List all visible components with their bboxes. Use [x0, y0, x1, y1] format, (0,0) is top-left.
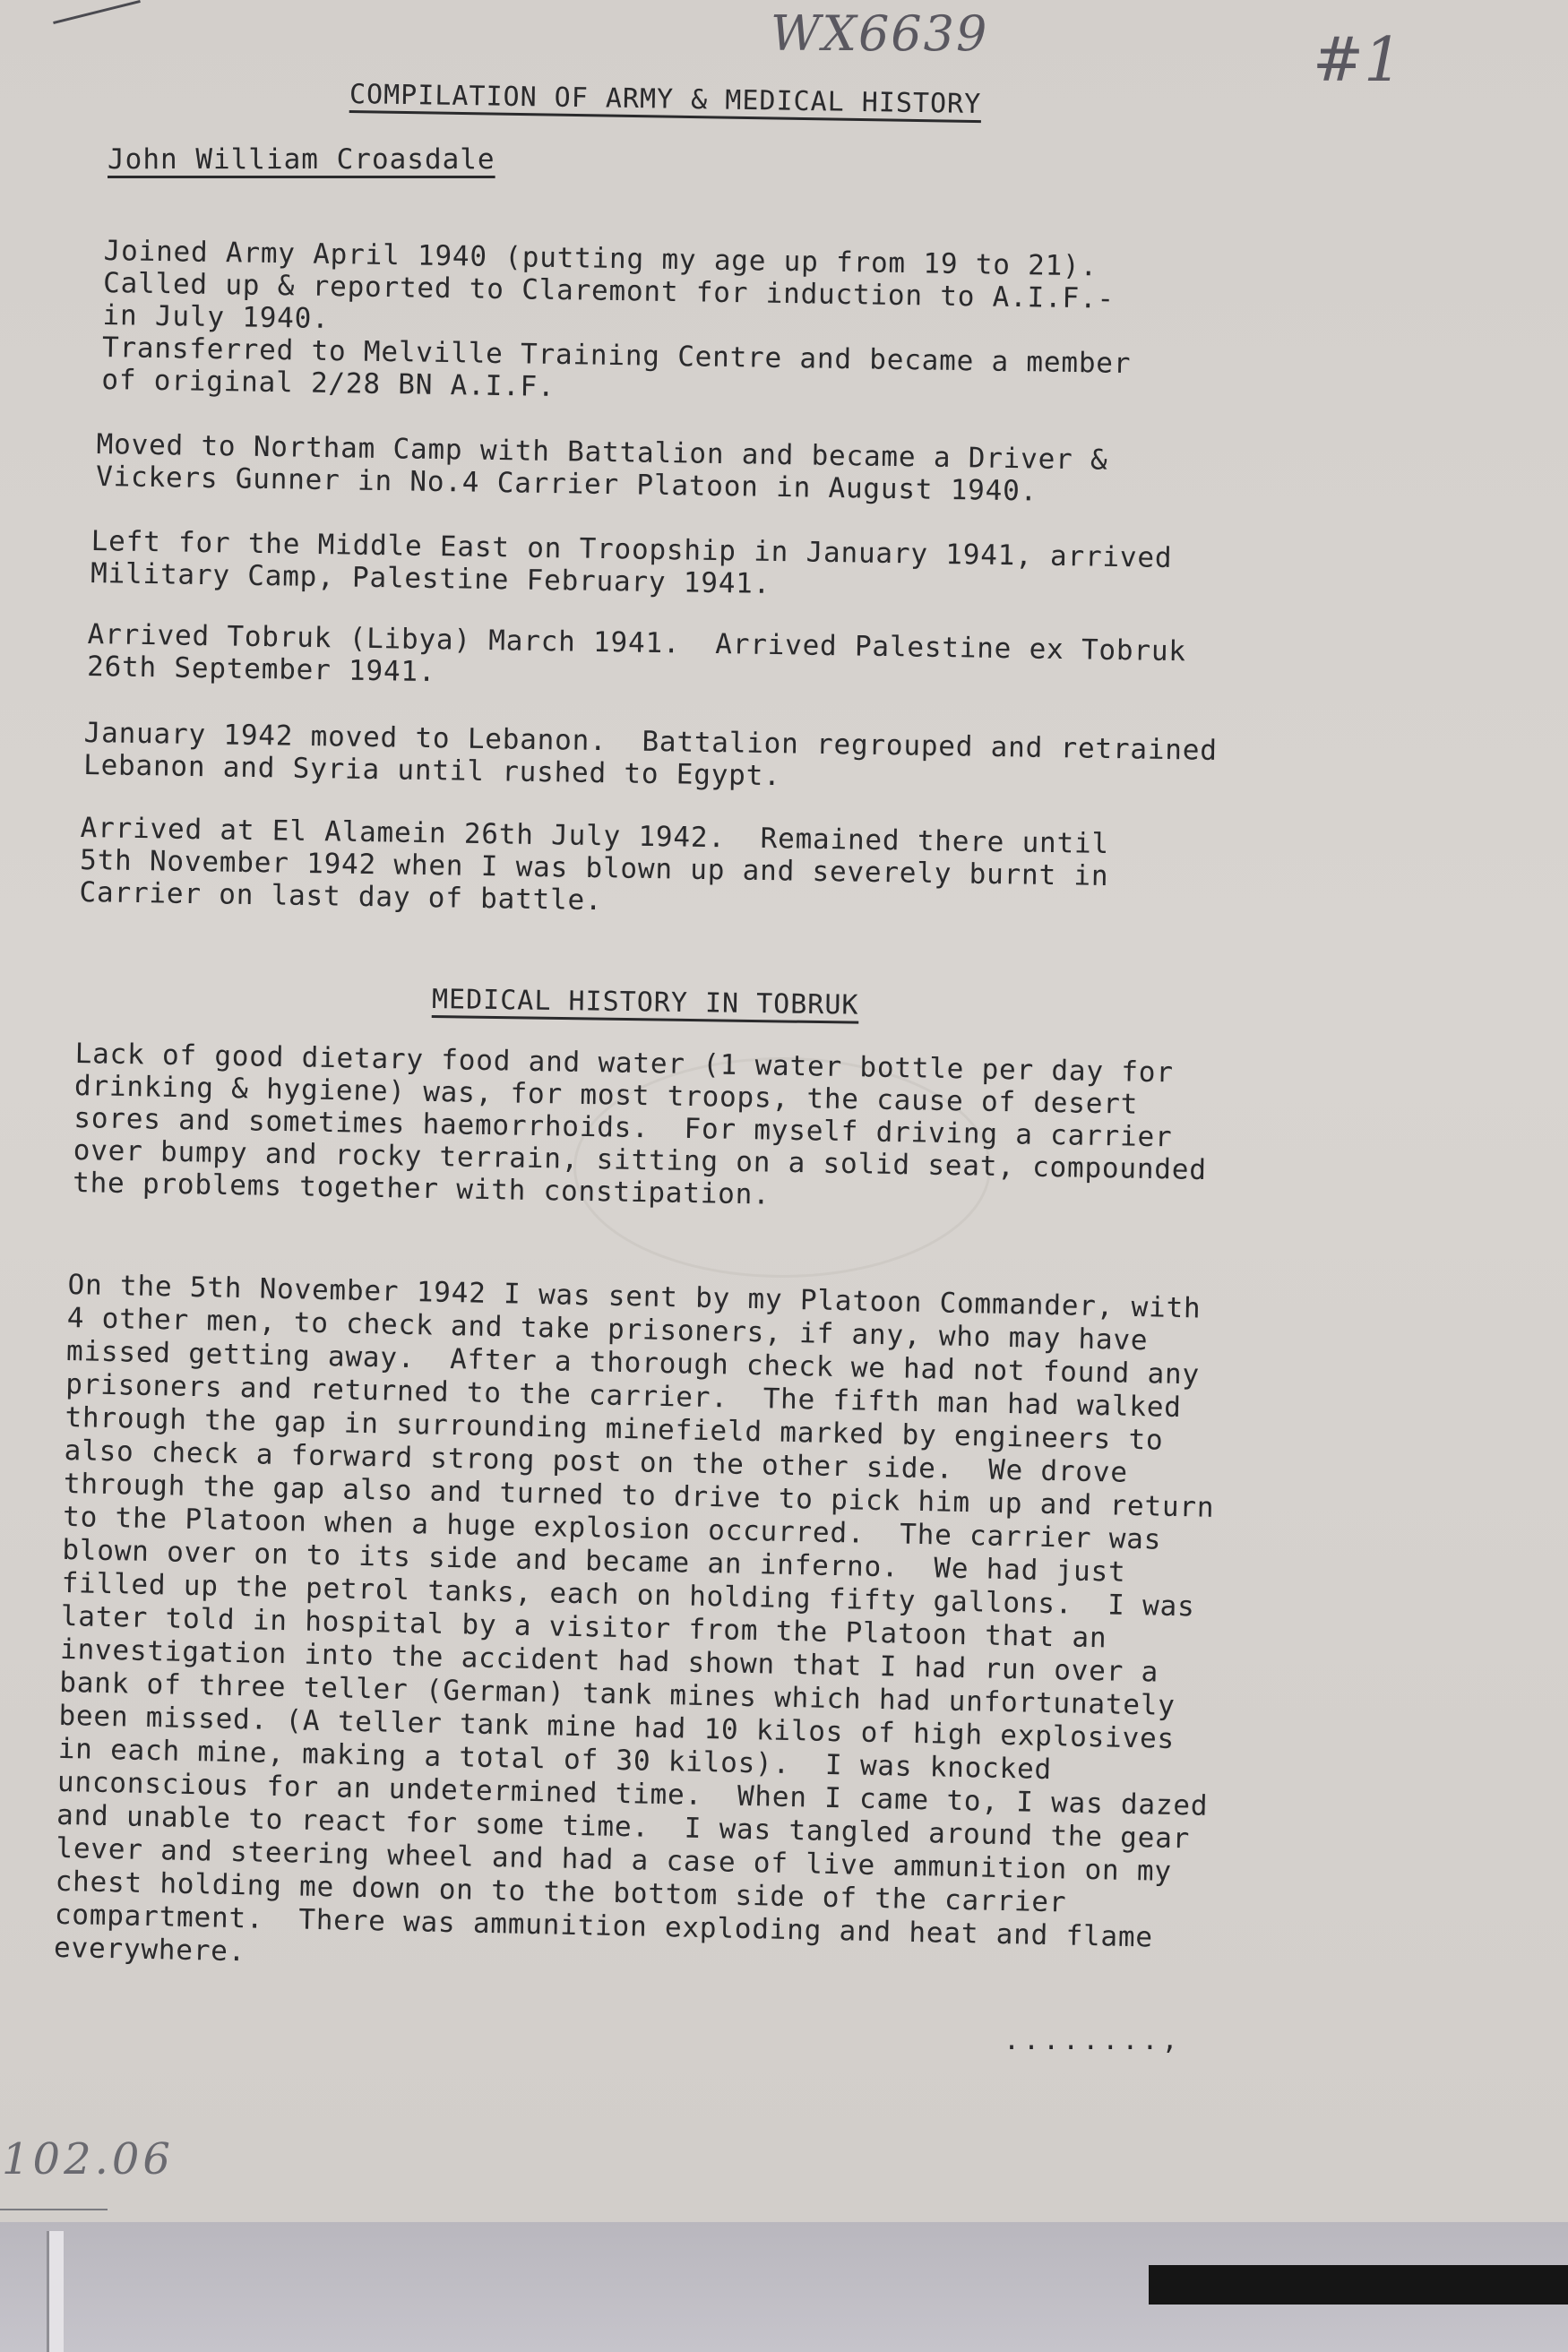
reference-number: WX6639	[771, 5, 989, 62]
paragraph-el-alamein: Arrived at El Alamein 26th July 1942. Remained there until 5th November 1942 when I was blown up and severely burnt in Carrier on last day of battle.	[79, 812, 1110, 918]
archive-number: 102.06	[2, 2134, 174, 2184]
corner-mark	[53, 0, 141, 24]
paragraph-tobruk: Arrived Tobruk (Libya) March 1941. Arrived Palestine ex Tobruk 26th September 1941.	[86, 618, 1187, 689]
continuation-mark: ........,	[1004, 2025, 1182, 2056]
paragraph-medical-tobruk: Lack of good dietary food and water (1 water bottle per day for drinking & hygiene) was, for most troops, the cause of desert sores and sometimes haemorrhoids. For myself driving a carrier over bumpy and rocky terrain, sitting on a solid seat, compounded the problems together with constipation.	[72, 1038, 1208, 1211]
paragraph-middle-east: Left for the Middle East on Troopship in January 1941, arrived Military Camp, Palestine February 1941.	[90, 525, 1173, 600]
paragraph-enlistment: Joined Army April 1940 (putting my age up from 19 to 21). Called up & reported to Claremont for induction to A.I.F.- in July 1940. Transferred to Melville Training Centre and became a member of original 2/28 BN A.I.F.	[101, 235, 1132, 403]
bottom-line	[0, 2209, 108, 2210]
binder-edge	[47, 2231, 64, 2352]
paragraph-explosion: On the 5th November 1942 I was sent by my Platoon Commander, with 4 other men, to check and take prisoners, if any, who may have missed getting away. After a thorough check we had not found any prisoners and returned to the carrier. The fifth man had walked through the gap in surrounding minefield marked by engineers to also check a forward strong post on the other side. We drove through the gap also and turned to drive to pick him up and return to the Platoon when a huge explosion occurred. The carrier was blown over on to its side and became an inferno. We had just filled up the petrol tanks, each on holding fifty gallons. I was later told in hospital by a visitor from the Platoon that an investigation into the accident had shown that I had run over a bank of three teller (German) tank mines which had unfortunately been missed. (A teller tank mine had 10 kilos of high explosives in each mine, making a total of 30 kilos). I was knocked unconscious for an undetermined time. When I came to, I was dazed and unable to react for some time. I was tangled around the gear lever and steering wheel and had a case of live ammunition on my chest holding me down on to the bottom side of the carrier compartment. There was ammunition exploding and heat and flame everywhere.	[53, 1269, 1215, 1969]
black-tab	[1149, 2265, 1568, 2305]
paragraph-lebanon: January 1942 moved to Lebanon. Battalion regrouped and retrained Lebanon and Syria until rushed to Egypt.	[82, 717, 1218, 793]
paragraph-northam: Moved to Northam Camp with Battalion and became a Driver & Vickers Gunner in No.4 Carrier Platoon in August 1940.	[95, 428, 1108, 508]
section-heading-medical: MEDICAL HISTORY IN TOBRUK	[431, 984, 859, 1021]
page-number: #1	[1313, 25, 1403, 96]
document-title: COMPILATION OF ARMY & MEDICAL HISTORY	[349, 79, 982, 121]
author-name: John William Croasdale	[108, 143, 495, 176]
